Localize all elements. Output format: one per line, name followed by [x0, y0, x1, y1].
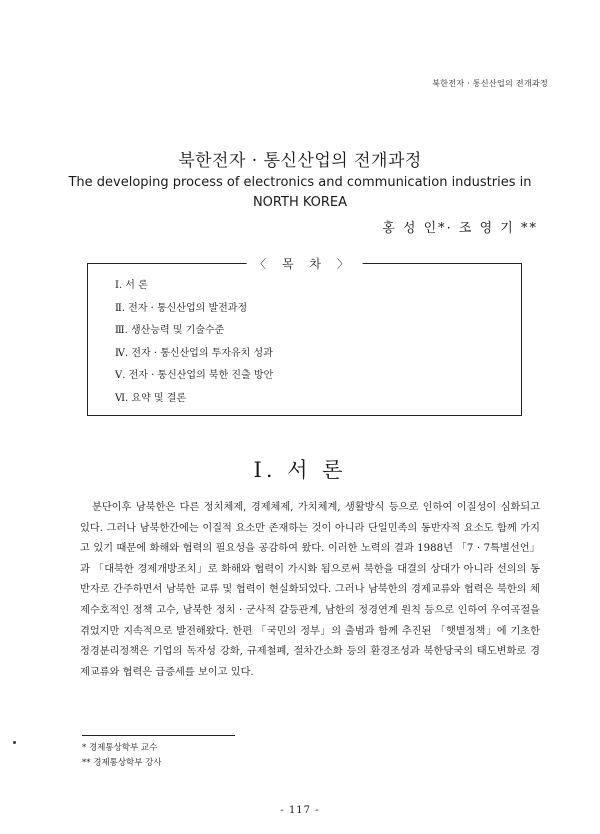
footnote-item: ** 경제통상학부 강사	[82, 758, 162, 768]
toc-item: Ⅵ. 요약 및 결론	[115, 392, 187, 404]
toc-item: Ⅱ. 전자 · 통신산업의 발전과정	[115, 302, 248, 314]
body-paragraph: 분단이후 남북한은 다른 정치체제, 경제체제, 가치체계, 생활방식 등으로 인하여 이질성이 심화되고 있다. 그러나 남북한간에는 이질적 요소만 존재하는 것이 아니라 단일민족의 동반자적 요소도 함께 가지고 있기 때문에 화해와 협력의 필요성을 공감하여 왔다. 이러한 노력의 결과 1988년 「7 · 7특별선언」과 「대북한 경제개방조치」로 화해와 협력이 가시화 됨으로써 북한을 대결의 상대가 아니라 선의의 동반자로 간주하면서 남북한 교류 및 협력이 현실화되었다. 그러나 남북한의 경제교류와 협력은 북한의 체제수호적인 정책 고수, 남북한 정치 · 군사적 갈등관계, 남한의 정경연계 원칙 등으로 인하여 우여곡절을 겪었지만 지속적으로 발전해왔다. 한편 「국민의 정부」의 출범과 함께 추진된 「햇볕정책」에 기초한 정경분리정책은 기업의 독자성 강화, 규제철폐, 절차간소화 등의 환경조성과 북한당국의 태도변화로 경제교류와 협력은 급증세를 보이고 있다.	[80, 502, 540, 678]
toc-item: Ⅳ. 전자 · 통신산업의 투자유치 성과	[115, 347, 273, 359]
footnotes	[82, 741, 162, 771]
footnote-divider	[82, 735, 235, 736]
section-heading: Ⅰ. 서 론	[253, 458, 347, 482]
paper-title-english-line1: The developing process of electronics and communication industries in	[68, 175, 532, 190]
authors: 홍 성 인*· 조 영 기 **	[382, 221, 538, 236]
running-header: 북한전자 · 통신산업의 전개과정	[432, 79, 548, 88]
margin-mark	[13, 741, 16, 744]
toc-item: Ⅰ. 서 론	[115, 280, 148, 291]
paper-title-english	[0, 173, 600, 213]
toc-list	[115, 275, 273, 411]
paper-title-korean: 북한전자 · 통신산업의 전개과정	[178, 151, 422, 171]
footnote-item: * 경제통상학부 교수	[82, 743, 158, 753]
table-of-contents	[87, 257, 522, 416]
toc-heading: 〈 목 차 〉	[246, 255, 363, 272]
toc-item: Ⅲ. 생산능력 및 기술수준	[115, 325, 225, 337]
paper-title-english-line2: NORTH KOREA	[252, 195, 348, 210]
page-number: - 117 -	[280, 805, 320, 816]
toc-item: Ⅴ. 전자 · 통신산업의 북한 진출 방안	[115, 370, 274, 382]
